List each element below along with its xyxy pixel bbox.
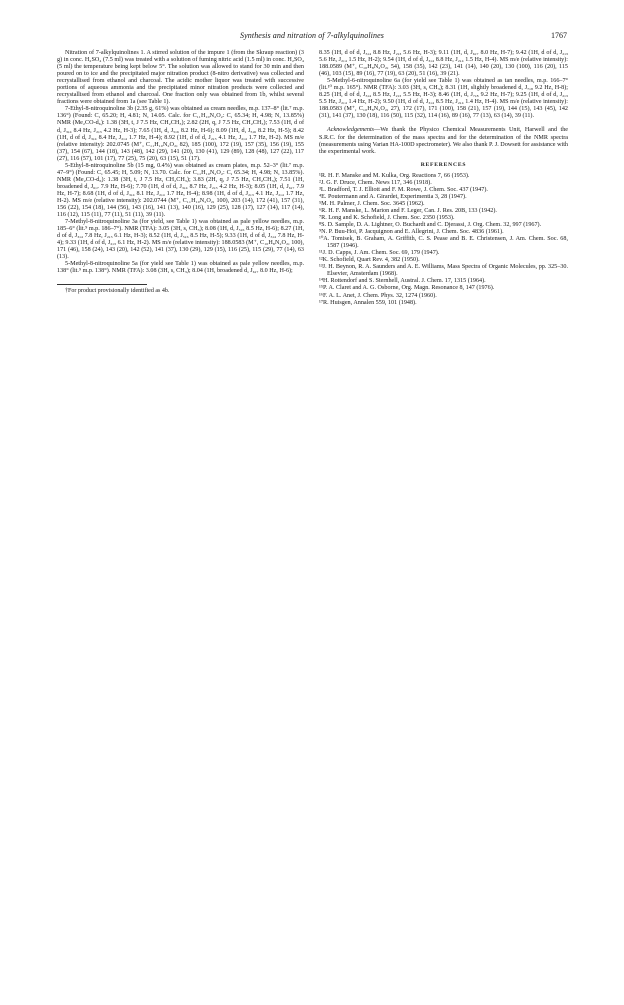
footnote: †For product provisionally identified as 4b.: [65, 287, 170, 294]
reference-item: ¹⁴H. Rottendorf and S. Sternhell, Austral. J. Chem. 17, 1315 (1964).: [319, 278, 486, 285]
paragraph-continued-data: 8.35 (1H, d of d, J₃,₄ 8.8 Hz, J₂,₃ 5.6 Hz, H-3); 9.11 (1H, d, J₆,₇ 8.0 Hz, H-7); 9.42 (1H, d of d, J₂,₃ 5.6 Hz, J₂,₄ 1.5 Hz, H-2); 9.54 (1H, d of d, J₃,₄ 8.8 Hz, J₂,₄ 1.5 Hz, H-4). MS m/e (relative intensity): 188.0589 (M⁺, C₁₀H₈N₂O₂, 54), 158 (35), 142 (23), 141 (14), 140 (20), 130 (100), 116 (20), 115 (46), 103 (15), 89 (16), 77 (19), 63 (20), 51 (16), 39 (21).: [319, 50, 568, 78]
paragraph-7-methyl-8-nitroquinoline: 7-Methyl-8-nitroquinoline 3a (for yield, see Table 1) was obtained as pale yellow needles, m.p. 185–6° (lit.⁹ m.p. 186–7°). NMR (TFA): 3.05 (3H, s, CH₃); 8.08 (1H, d, J₅,₆ 8.5 Hz, H-6); 8.27 (1H, d of d, J₃,₄ 7.8 Hz, J₂,₃ 6.1 Hz, H-3); 8.52 (1H, d, J₅,₆ 8.5 Hz, H-5); 9.33 (1H, d of d, J₃,₄ 7.8 Hz, H-4); 9.33 (1H, d of d, J₂,₃ 6.1 Hz, H-2). MS m/e (relative intensity): 188.0583 (M⁺, C₁₀H₈N₂O₂, 100), 171 (46), 158 (24), 143 (20), 142 (52), 141 (37), 130 (29), 129 (15), 116 (25), 115 (29), 77 (14), 63 (13).: [57, 219, 304, 261]
reference-item: ¹⁶F. A. L. Anet, J. Chem. Phys. 32, 1274 (1960).: [319, 292, 437, 299]
reference-item: ¹⁵P. A. Claret and A. G. Osborne, Org. Magn. Resonance 8, 147 (1976).: [319, 285, 495, 292]
reference-item: ⁹N. P. Buu-Hoi, P. Jacquignon and E. Allegrini, J. Chem. Soc. 4836 (1961).: [319, 229, 504, 236]
paragraph-nitration-procedure: Nitration of 7-alkylquinolines 1. A stirred solution of the impure 1 (from the Skraup reaction) (3 g) in conc. H₂SO₄ (7.5 ml) was treated with a solution of fuming nitric acid (1.5 ml) in conc. H₂SO₄ (5 ml) the temperature being kept below 5°. The solution was allowed to stand for 30 min and then poured on to ice and the precipitated major nitration product (8-nitro derivative) was collected and recrystallised from ethanol and charcoal. The acidic mother liquor was treated with successive portions of aqueous ammonia and the precipitated minor nitration products were collected and recrystallised from ethanol and charcoal. One fraction only was obtained from 1b, whilst several fractions were obtained from 1a (see Table 1).: [57, 50, 304, 106]
reference-item: ²J. G. F. Druce, Chem. News 117, 346 (1918).: [319, 179, 432, 186]
reference-item: ¹⁰A. Tomisek, B. Graham, A. Griffith, C. S. Pease and B. E. Christensen, J. Am. Chem. Soc. 68, 1587 (1946).: [319, 236, 568, 250]
reference-item: ⁶R. H. F. Manske, L. Marion and F. Leger, Can. J. Res. 20B, 133 (1942).: [319, 207, 497, 214]
paragraph-5-methyl-6-nitroquinoline: 5-Methyl-6-nitroquinoline 6a (for yield see Table 1) was obtained as tan needles, m.p. 166–7° (lit.¹⁰ m.p. 165°). NMR (TFA): 3.03 (3H, s, CH₃); 8.31 (1H, slightly broadened d, J₇,₈ 9.2 Hz, H-8); 8.25 (1H, d of d, J₃,₄ 8.5 Hz, J₂,₃ 5.5 Hz, H-3); 8.46 (1H, d, J₇,₈ 9.2 Hz, H-7); 9.25 (1H, d of d, J₂,₃ 5.5 Hz, J₂,₄ 1.4 Hz, H-2); 9.50 (1H, d of d, J₃,₄ 8.5 Hz, J₂,₄ 1.4 Hz, H-4). MS m/e (relative intensity): 188.0583 (M⁺, C₁₀H₈N₂O₂, 27), 172 (17), 171 (100), 158 (21), 157 (19), 144 (15), 143 (45), 142 (31), 141 (37), 130 (18), 116 (50), 115 (32), 114 (16), 89 (16), 77 (13), 63 (14), 39 (11).: [319, 78, 568, 120]
acknowledgements-text: —We thank the Physico Chemical Measurements Unit, Harwell and the S.R.C. for the determination of the mass spectra and for the determination of the NMR spectra (measurements using Varian HA-100D spectrometer). We also thank P. J. Dowsett for assistance with the experimental work.: [319, 127, 568, 155]
running-title: Synthesis and nitration of 7-alkylquinolines: [240, 31, 384, 40]
paragraph-5-ethyl-8-nitroquinoline: 5-Ethyl-8-nitroquinoline 5b (15 mg, 0.4%) was obtained as cream plates, m.p. 52–3° (lit.⁷ m.p. 47–9°) (Found: C, 65.45; H, 5.09; N, 13.70. Calc. for C₁₁H₁₀N₂O₂: C, 65.34; H, 4.98; N, 13.85%). NMR (Me₂CO-d₆): 1.38 (3H, t, J 7.5 Hz, CH₂CH₃); 3.83 (2H, q, J 7.5 Hz, CH₂CH₃); 7.51 (1H, broadened d, J₆,₇ 7.9 Hz, H-6); 7.70 (1H, d of d, J₃,₄ 8.7 Hz, J₂,₃ 4.2 Hz, H-3); 8.05 (1H, d, J₆,₇ 7.9 Hz, H-7); 8.68 (1H, d of d, J₃,₄ 8.1 Hz, J₂,₄ 1.7 Hz, H-4); 8.98 (1H, d of d, J₂,₃ 4.1 Hz, J₂,₄ 1.7 Hz, H-2). MS m/e (relative intensity): 202.0744 (M⁺, C₁₁H₁₀N₂O₂, 100), 203 (14), 172 (41), 157 (31), 156 (22), 154 (18), 144 (56), 143 (16), 141 (13), 140 (16), 129 (25), 128 (17), 127 (14), 117 (14), 116 (12), 115 (11), 77 (11), 51 (11), 39 (11).: [57, 162, 304, 219]
page-number: 1767: [551, 31, 567, 40]
reference-item: ¹R. H. F. Manske and M. Kulka, Org. Reactions 7, 66 (1953).: [319, 172, 470, 179]
reference-item: ⁸S. D. Sample, D. A. Lightner, O. Buchardt and C. Djerassi, J. Org. Chem. 32, 997 (1967).: [319, 222, 542, 229]
reference-item: ¹¹J. D. Capps, J. Am. Chem. Soc. 69, 179 (1947).: [319, 250, 440, 257]
section-gap: [319, 120, 568, 127]
footnote-rule: [57, 284, 147, 285]
reference-item: ³L. Bradford, T. J. Elliott and F. M. Rowe, J. Chem. Soc. 437 (1947).: [319, 186, 488, 193]
left-column: [57, 50, 304, 295]
right-column: [319, 50, 568, 307]
acknowledgements: [319, 127, 568, 155]
reference-item: ⁷R. Long and K. Schofield, J. Chem. Soc. 2350 (1953).: [319, 214, 455, 221]
paragraph-7-ethyl-8-nitroquinoline: 7-Ethyl-8-nitroquinoline 3b (2.35 g, 61%) was obtained as cream needles, m.p. 137–8° (lit.⁷ m.p. 136°) (Found: C, 65.20; H, 4.81; N, 14.05. Calc. for C₁₁H₁₀N₂O₂: C, 65.34; H, 4.98; N, 13.85%) NMR (Me₂CO-d₆): 1.38 (3H, t, J 7.5 Hz, CH₂CH₃); 2.82 (2H, q, J 7.5 Hz, CH₂CH₃); 7.53 (1H, d of d, J₃,₄ 8.4 Hz, J₂,₃ 4.2 Hz, H-3); 7.65 (1H, d, J₅,₆ 8.2 Hz, H-6); 8.09 (1H, d, J₅,₆ 8.2 Hz, H-5); 8.42 (1H, d of d, J₃,₄ 8.4 Hz, J₂,₄ 1.7 Hz, H-4); 8.92 (1H, d of d, J₂,₃ 4.1 Hz, J₂,₄ 1.7 Hz, H-2). MS m/e (relative intensity): 202.0745 (M⁺, C₁₁H₁₀N₂O₂, 82), 185 (100), 172 (19), 157 (35), 156 (19), 155 (37), 154 (67), 144 (18), 143 (48), 142 (29), 141 (20), 130 (41), 129 (89), 128 (48), 127 (22), 117 (27), 116 (57), 101 (17), 77 (25), 75 (20), 63 (15), 51 (17).: [57, 106, 304, 162]
reference-item: ¹²K. Schofield, Quart Rev. 4, 382 (1950).: [319, 257, 420, 264]
acknowledgements-label: Acknowledgements: [327, 127, 375, 134]
running-head: [0, 31, 624, 43]
reference-item: ¹⁷R. Huisgen, Annalen 559, 101 (1948).: [319, 299, 417, 306]
reference-item: ¹³J. H. Beynon, R. A. Saunders and A. E. Williams, Mass Spectra of Organic Molecules, pp. 325–30. Elsevier, Amsterdam (1968).: [319, 264, 568, 278]
references-heading: REFERENCES: [420, 161, 467, 168]
paragraph-5-methyl-8-nitroquinoline: 5-Methyl-8-nitroquinoline 5a (for yield see Table 1) was obtained as pale yellow needles, m.p. 138° (lit.⁹ m.p. 138°). NMR (TFA): 3.08 (3H, s, CH₃); 8.04 (1H, broadened d, J₆,₇ 8.0 Hz, H-6);: [57, 261, 304, 275]
reference-item: ⁵M. H. Palmer, J. Chem. Soc. 3645 (1962).: [319, 200, 425, 207]
reference-item: ⁴E. Poutermann and A. Girardet, Experimentia 3, 28 (1947).: [319, 193, 467, 200]
references-list: [319, 173, 568, 307]
